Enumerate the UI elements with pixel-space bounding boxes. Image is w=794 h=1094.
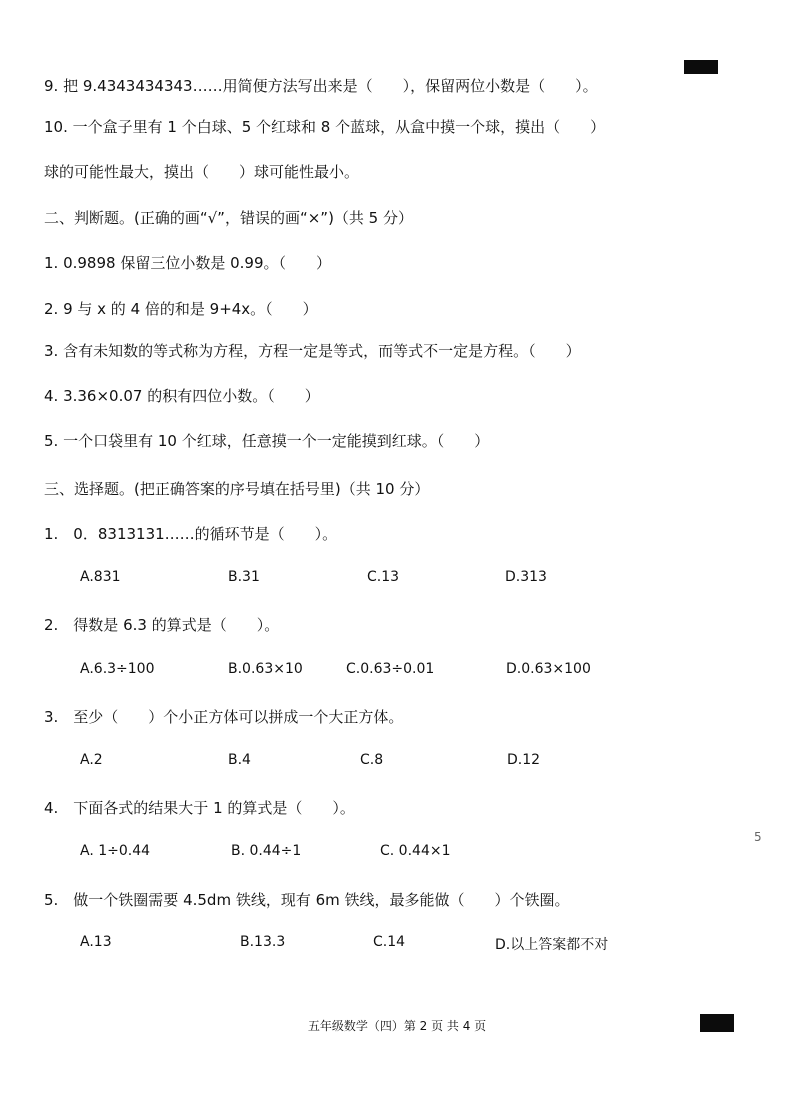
- option-b: B.4: [228, 752, 251, 768]
- option-d: D.12: [507, 752, 541, 768]
- choice-options-2: [0, 661, 794, 681]
- option-d: D.0.63×100: [506, 661, 591, 677]
- option-a: A. 1÷0.44: [80, 843, 151, 859]
- option-a: A.831: [80, 569, 121, 585]
- option-c: C.0.63÷0.01: [346, 661, 435, 677]
- option-d: D.以上答案都不对: [495, 937, 609, 953]
- choice-options-3: [0, 752, 794, 772]
- question-10-line2: 球的可能性最大，摸出（ ）球可能性最小。: [44, 163, 360, 181]
- judge-item-1: 1. 0.9898 保留三位小数是 0.99。（ ）: [44, 254, 332, 272]
- choice-question-1: 1. 0．8313131……的循环节是（ ）。: [44, 525, 338, 543]
- option-b: B. 0.44÷1: [231, 843, 302, 859]
- margin-mark: 5: [754, 830, 762, 844]
- section-2-heading: 二、判断题。(正确的画“√”，错误的画“×”)（共 5 分）: [44, 209, 413, 227]
- option-d: D.313: [505, 569, 547, 585]
- corner-tab-top: [684, 60, 718, 74]
- choice-question-3: 3. 至少（ ）个小正方体可以拼成一个大正方体。: [44, 708, 404, 726]
- option-c: C.8: [360, 752, 384, 768]
- section-3-heading: 三、选择题。(把正确答案的序号填在括号里)（共 10 分）: [44, 480, 430, 498]
- question-10-line1: 10. 一个盒子里有 1 个白球、5 个红球和 8 个蓝球，从盒中摸一个球，摸出（ ）: [44, 118, 606, 136]
- option-c: C.13: [367, 569, 400, 585]
- judge-item-3: 3. 含有未知数的等式称为方程，方程一定是等式，而等式不一定是方程。（ ）: [44, 342, 581, 360]
- choice-options-5: [0, 934, 794, 954]
- option-a: A.13: [80, 934, 112, 950]
- option-b: B.31: [228, 569, 260, 585]
- question-9: 9. 把 9.4343434343……用简便方法写出来是（ ），保留两位小数是（ ）。: [44, 77, 598, 95]
- choice-question-2: 2. 得数是 6.3 的算式是（ ）。: [44, 616, 280, 634]
- option-b: B.0.63×10: [228, 661, 303, 677]
- choice-options-1: [0, 569, 794, 589]
- judge-item-4: 4. 3.36×0.07 的积有四位小数。（ ）: [44, 387, 320, 405]
- option-c: C.14: [373, 934, 406, 950]
- judge-item-2: 2. 9 与 x 的 4 倍的和是 9+4x。（ ）: [44, 300, 318, 318]
- option-a: A.2: [80, 752, 103, 768]
- judge-item-5: 5. 一个口袋里有 10 个红球，任意摸一个一定能摸到红球。（ ）: [44, 432, 490, 450]
- choice-question-5: 5. 做一个铁圈需要 4.5dm 铁线，现有 6m 铁线，最多能做（ ）个铁圈。: [44, 891, 570, 909]
- option-b: B.13.3: [240, 934, 286, 950]
- choice-options-4: [0, 843, 794, 863]
- choice-question-4: 4. 下面各式的结果大于 1 的算式是（ ）。: [44, 799, 355, 817]
- option-a: A.6.3÷100: [80, 661, 155, 677]
- page-footer: 五年级数学（四）第 2 页 共 4 页: [307, 1019, 487, 1033]
- option-c: C. 0.44×1: [380, 843, 451, 859]
